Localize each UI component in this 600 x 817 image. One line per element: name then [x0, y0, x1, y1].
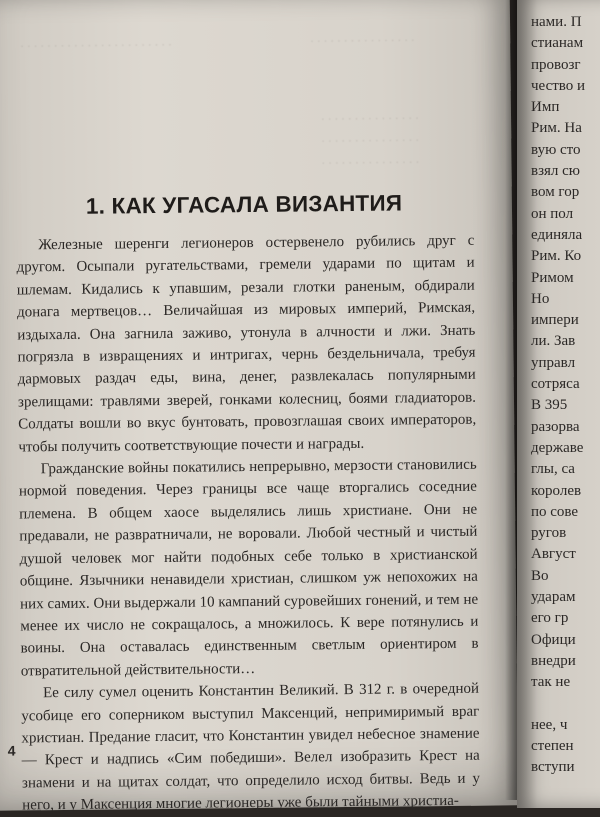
right-page-line: ударам: [531, 589, 576, 606]
bleed-through-text: · · · · · · · · · · · · · · · · · · · · · · ·: [20, 38, 172, 53]
paragraph-2: Гражданские войны покатились непрерывно, мерзости становились нормой поведения. Через границы все чаще вторгались соседние племена. В общем хаосе выделялись лишь христиане. Они не предавали, не развратничали, не воровали. Любой честный и чистый душой человек мог найти подобных себе только в христианской общине. Язычники ненавидели христиан, слишком уж непохожих на них самих. Они выдержали 10 кампаний суровейших гонений, и тем не менее их число не сокращалось, а множилось. К вере потянулись и воины. Она оставалась единственным светлым ориентиром в отвратительной действительности…: [18, 456, 479, 680]
right-page-line: нами. П: [531, 14, 582, 30]
right-page-line: Рим. Ко: [531, 248, 582, 265]
right-page-line: Имп: [531, 99, 560, 116]
body-text: [16, 230, 480, 817]
right-page-line: импери: [531, 312, 579, 329]
right-page-line: степен: [531, 738, 574, 755]
right-page-line: ли. Зав: [531, 333, 576, 350]
chapter-title: 1. КАК УГАСАЛА ВИЗАНТИЯ: [85, 190, 403, 219]
right-page-line: глы, са: [531, 461, 575, 478]
right-page-line: державе: [531, 439, 584, 456]
right-page-line: В 395: [531, 397, 568, 414]
right-page-line: ругов: [531, 525, 567, 542]
right-page-line: взял сю: [531, 163, 581, 180]
right-page-line: Во: [531, 567, 549, 584]
right-page-line: стианам: [531, 35, 584, 52]
paragraph-1: Железные шеренги легионеров остервенело рубились друг с другом. Осыпали ругательствами, гремели ударами по щитам и шлемам. Кидались к упавшим, резали глотки раненым, обдирали донага мертвецов… Величайшая из мировых империй, Римская, издыхала. Она загнила заживо, утонула в алчности и лжи. Знать погрязла в извращениях и интригах, чернь бездельничала, требуя дармовых раздач еды, вина, денег, развлекалась популярными зрелищами: травлями зверей, гонками колесниц, боями гладиаторов. Солдаты вошли во вкус бунтовать, провозглашая своих императоров, чтобы получить соответствующие почести и награды.: [16, 232, 477, 456]
right-page-line: Август: [531, 546, 576, 563]
paragraph-3: Ее силу сумел оценить Константин Великий. В 312 г. в очередной усобице его соперником выступил Максенций, непримиримый враг христиан. Предание гласит, что Константин увидел небесное знамение — Крест и надпись «Сим победиши». Велел изобразить Крест на знамени и на щитах солдат, что определило исход битвы. Ведь и у него, и у Максенция многие легионеры уже были тайными христиа-: [21, 680, 481, 814]
right-page-line: Но: [531, 290, 550, 307]
right-page-line: внедри: [531, 652, 576, 669]
right-page-line: Офици: [531, 631, 576, 648]
right-page-line: нее, ч: [531, 716, 568, 733]
right-page-line: единяла: [531, 226, 583, 243]
right-page-line: разорва: [531, 418, 580, 435]
right-page-line: он пол: [531, 205, 574, 222]
right-page-line: Рим. На: [531, 120, 582, 137]
right-page-line: управл: [531, 354, 576, 371]
right-page-line: вом гор: [531, 184, 580, 201]
right-page-line: королев: [531, 482, 582, 499]
right-page-line: сотряса: [531, 376, 580, 393]
bleed-through-text: · · · · · · · · · · · · · · ·: [321, 134, 420, 148]
right-page-line: Римом: [531, 269, 574, 286]
page-number: 4: [7, 742, 16, 759]
right-page-line: чество и: [531, 77, 586, 94]
right-page-line: провозг: [531, 56, 581, 73]
right-page-text: [531, 12, 600, 779]
right-page-line: его гр: [531, 610, 569, 627]
right-page-line: вую сто: [531, 141, 581, 158]
right-page-line: по сове: [531, 503, 579, 520]
bleed-through-text: · · · · · · · · · · · · · · ·: [321, 156, 420, 170]
right-page-line: [531, 694, 600, 715]
right-page: [517, 0, 600, 808]
bleed-through-text: · · · · · · · · · · · · · · ·: [320, 112, 419, 126]
bleed-through-text: · · · · · · · · · · · · · · · ·: [310, 34, 415, 48]
right-page-line: так не: [531, 674, 571, 691]
right-page-line: вступи: [531, 759, 575, 776]
